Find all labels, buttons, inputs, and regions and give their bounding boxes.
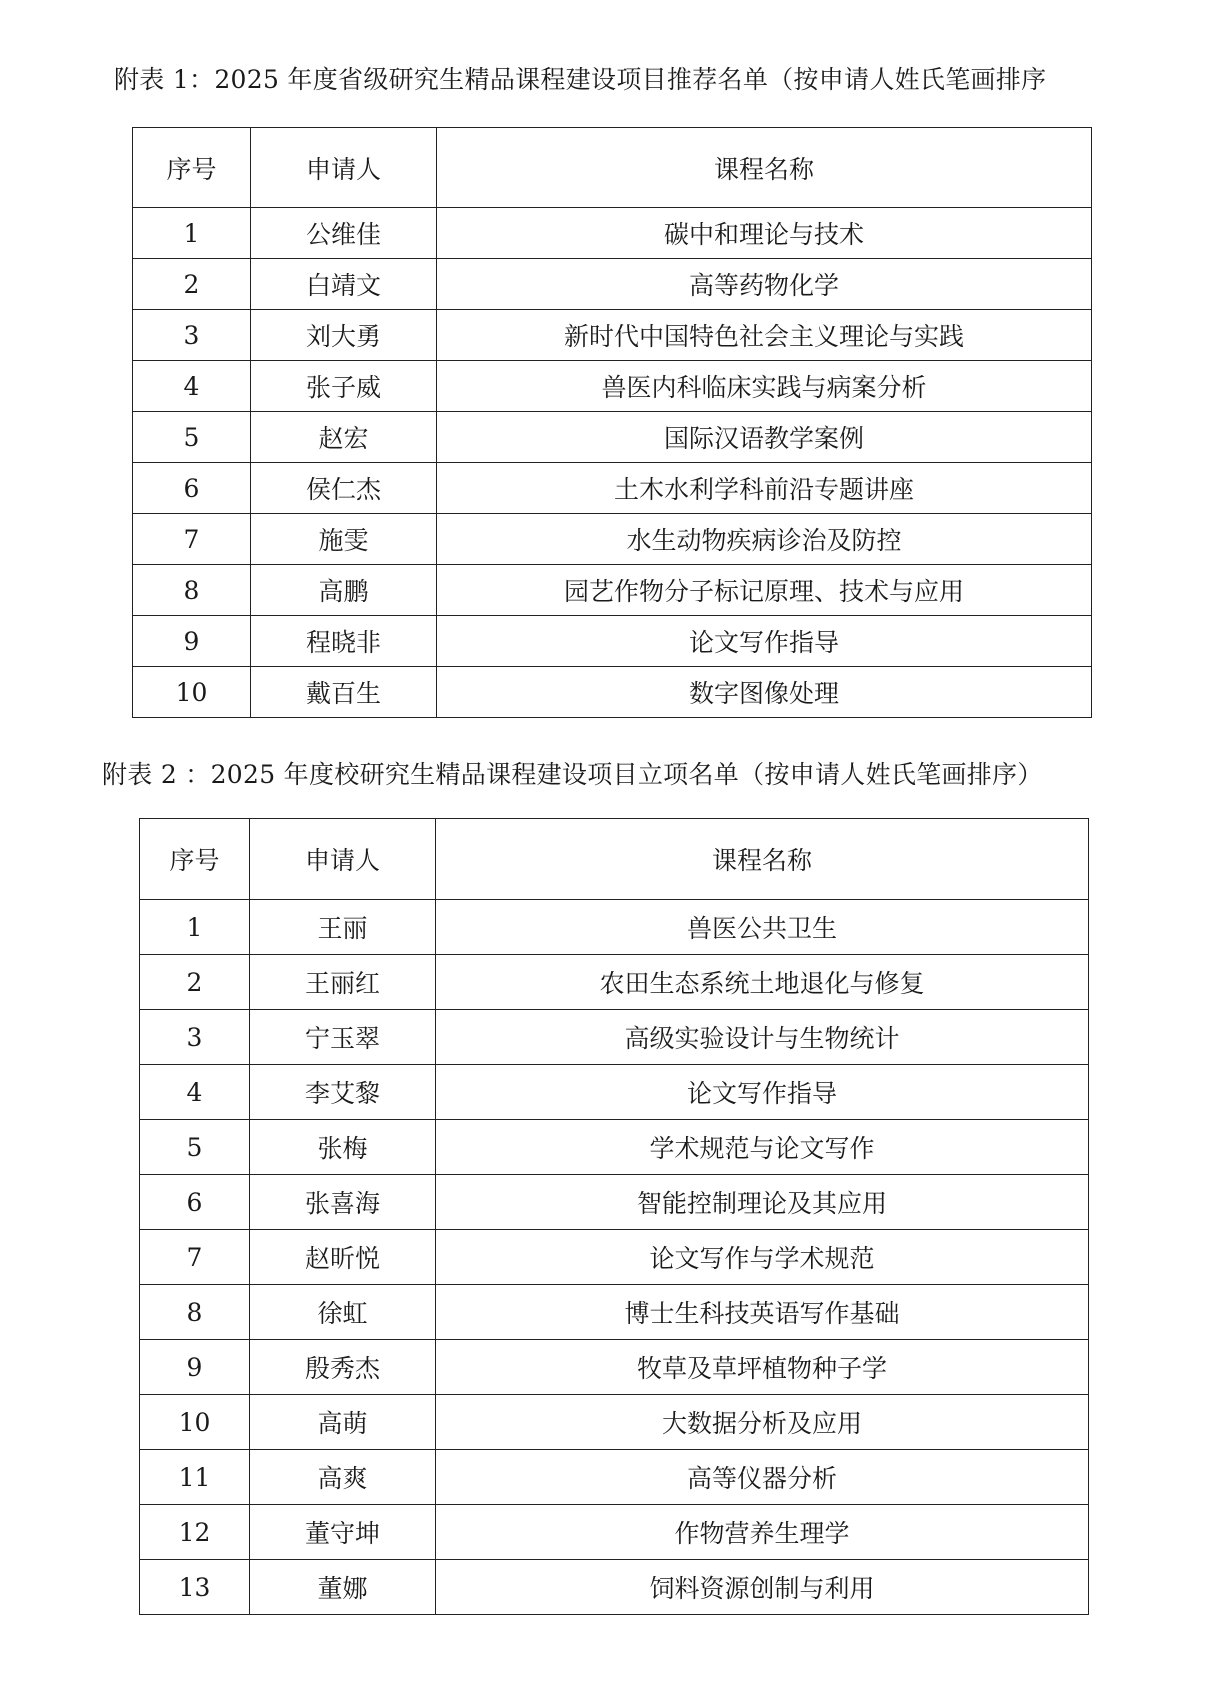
cell-course-name: 土木水利学科前沿专题讲座	[437, 463, 1092, 514]
cell-index: 2	[133, 259, 251, 310]
table-row	[133, 514, 1092, 565]
cell-applicant: 侯仁杰	[251, 463, 437, 514]
cell-index: 3	[140, 1010, 250, 1065]
cell-index: 10	[140, 1395, 250, 1450]
cell-index: 5	[140, 1120, 250, 1175]
table-row	[133, 616, 1092, 667]
cell-applicant: 董守坤	[250, 1505, 436, 1560]
table-row	[133, 667, 1092, 718]
cell-course-name: 兽医内科临床实践与病案分析	[437, 361, 1092, 412]
cell-course-name: 高等仪器分析	[436, 1450, 1089, 1505]
column-header-index: 序号	[140, 819, 250, 900]
table-header-row	[133, 128, 1092, 208]
cell-course-name: 农田生态系统土地退化与修复	[436, 955, 1089, 1010]
cell-course-name: 高级实验设计与生物统计	[436, 1010, 1089, 1065]
cell-index: 10	[133, 667, 251, 718]
table-row	[140, 1450, 1089, 1505]
table-row	[140, 1395, 1089, 1450]
cell-applicant: 高萌	[250, 1395, 436, 1450]
cell-applicant: 宁玉翠	[250, 1010, 436, 1065]
provincial-course-table	[132, 127, 1092, 718]
table-2-caption: 附表 2 ：2025 年度校研究生精品课程建设项目立项名单（按申请人姓氏笔画排序）	[102, 760, 1043, 789]
table-row	[140, 1010, 1089, 1065]
cell-applicant: 殷秀杰	[250, 1340, 436, 1395]
table-row	[140, 900, 1089, 955]
cell-applicant: 张梅	[250, 1120, 436, 1175]
school-course-table	[139, 818, 1089, 1615]
column-header-applicant: 申请人	[251, 128, 437, 208]
table-row	[140, 1285, 1089, 1340]
cell-course-name: 水生动物疾病诊治及防控	[437, 514, 1092, 565]
cell-course-name: 论文写作指导	[436, 1065, 1089, 1120]
column-header-applicant: 申请人	[250, 819, 436, 900]
column-header-index: 序号	[133, 128, 251, 208]
table-row	[133, 463, 1092, 514]
cell-index: 7	[133, 514, 251, 565]
table-row	[133, 259, 1092, 310]
cell-course-name: 新时代中国特色社会主义理论与实践	[437, 310, 1092, 361]
cell-index: 1	[133, 208, 251, 259]
cell-index: 12	[140, 1505, 250, 1560]
cell-index: 5	[133, 412, 251, 463]
cell-course-name: 大数据分析及应用	[436, 1395, 1089, 1450]
cell-index: 4	[140, 1065, 250, 1120]
cell-applicant: 施雯	[251, 514, 437, 565]
cell-course-name: 论文写作指导	[437, 616, 1092, 667]
cell-course-name: 饲料资源创制与利用	[436, 1560, 1089, 1615]
cell-applicant: 王丽	[250, 900, 436, 955]
cell-applicant: 赵宏	[251, 412, 437, 463]
cell-applicant: 刘大勇	[251, 310, 437, 361]
cell-course-name: 博士生科技英语写作基础	[436, 1285, 1089, 1340]
table-body	[140, 900, 1089, 1615]
table-body	[133, 208, 1092, 718]
cell-index: 6	[133, 463, 251, 514]
table-row	[133, 412, 1092, 463]
cell-applicant: 程晓非	[251, 616, 437, 667]
cell-index: 6	[140, 1175, 250, 1230]
cell-applicant: 李艾黎	[250, 1065, 436, 1120]
cell-applicant: 戴百生	[251, 667, 437, 718]
cell-index: 9	[133, 616, 251, 667]
cell-index: 1	[140, 900, 250, 955]
cell-applicant: 张喜海	[250, 1175, 436, 1230]
cell-applicant: 张子威	[251, 361, 437, 412]
table-row	[140, 1065, 1089, 1120]
cell-index: 2	[140, 955, 250, 1010]
cell-course-name: 碳中和理论与技术	[437, 208, 1092, 259]
cell-index: 4	[133, 361, 251, 412]
cell-course-name: 牧草及草坪植物种子学	[436, 1340, 1089, 1395]
table-row	[133, 565, 1092, 616]
table-row	[140, 1230, 1089, 1285]
cell-course-name: 学术规范与论文写作	[436, 1120, 1089, 1175]
cell-course-name: 兽医公共卫生	[436, 900, 1089, 955]
table-row	[140, 1560, 1089, 1615]
cell-index: 13	[140, 1560, 250, 1615]
cell-index: 11	[140, 1450, 250, 1505]
cell-applicant: 白靖文	[251, 259, 437, 310]
table-row	[133, 361, 1092, 412]
cell-course-name: 智能控制理论及其应用	[436, 1175, 1089, 1230]
cell-index: 8	[133, 565, 251, 616]
cell-applicant: 高爽	[250, 1450, 436, 1505]
cell-applicant: 董娜	[250, 1560, 436, 1615]
column-header-course: 课程名称	[436, 819, 1089, 900]
cell-course-name: 作物营养生理学	[436, 1505, 1089, 1560]
table-row	[133, 310, 1092, 361]
cell-applicant: 徐虹	[250, 1285, 436, 1340]
table-row	[140, 955, 1089, 1010]
table-row	[140, 1505, 1089, 1560]
cell-index: 7	[140, 1230, 250, 1285]
cell-applicant: 赵昕悦	[250, 1230, 436, 1285]
table-1-caption: 附表 1：2025 年度省级研究生精品课程建设项目推荐名单（按申请人姓氏笔画排序	[114, 65, 1047, 94]
table-row	[133, 208, 1092, 259]
table-header-row	[140, 819, 1089, 900]
cell-course-name: 园艺作物分子标记原理、技术与应用	[437, 565, 1092, 616]
table-row	[140, 1340, 1089, 1395]
cell-index: 8	[140, 1285, 250, 1340]
cell-index: 3	[133, 310, 251, 361]
cell-course-name: 数字图像处理	[437, 667, 1092, 718]
cell-course-name: 高等药物化学	[437, 259, 1092, 310]
column-header-course: 课程名称	[437, 128, 1092, 208]
cell-course-name: 国际汉语教学案例	[437, 412, 1092, 463]
cell-applicant: 公维佳	[251, 208, 437, 259]
cell-applicant: 高鹏	[251, 565, 437, 616]
cell-course-name: 论文写作与学术规范	[436, 1230, 1089, 1285]
table-row	[140, 1175, 1089, 1230]
table-row	[140, 1120, 1089, 1175]
cell-index: 9	[140, 1340, 250, 1395]
cell-applicant: 王丽红	[250, 955, 436, 1010]
